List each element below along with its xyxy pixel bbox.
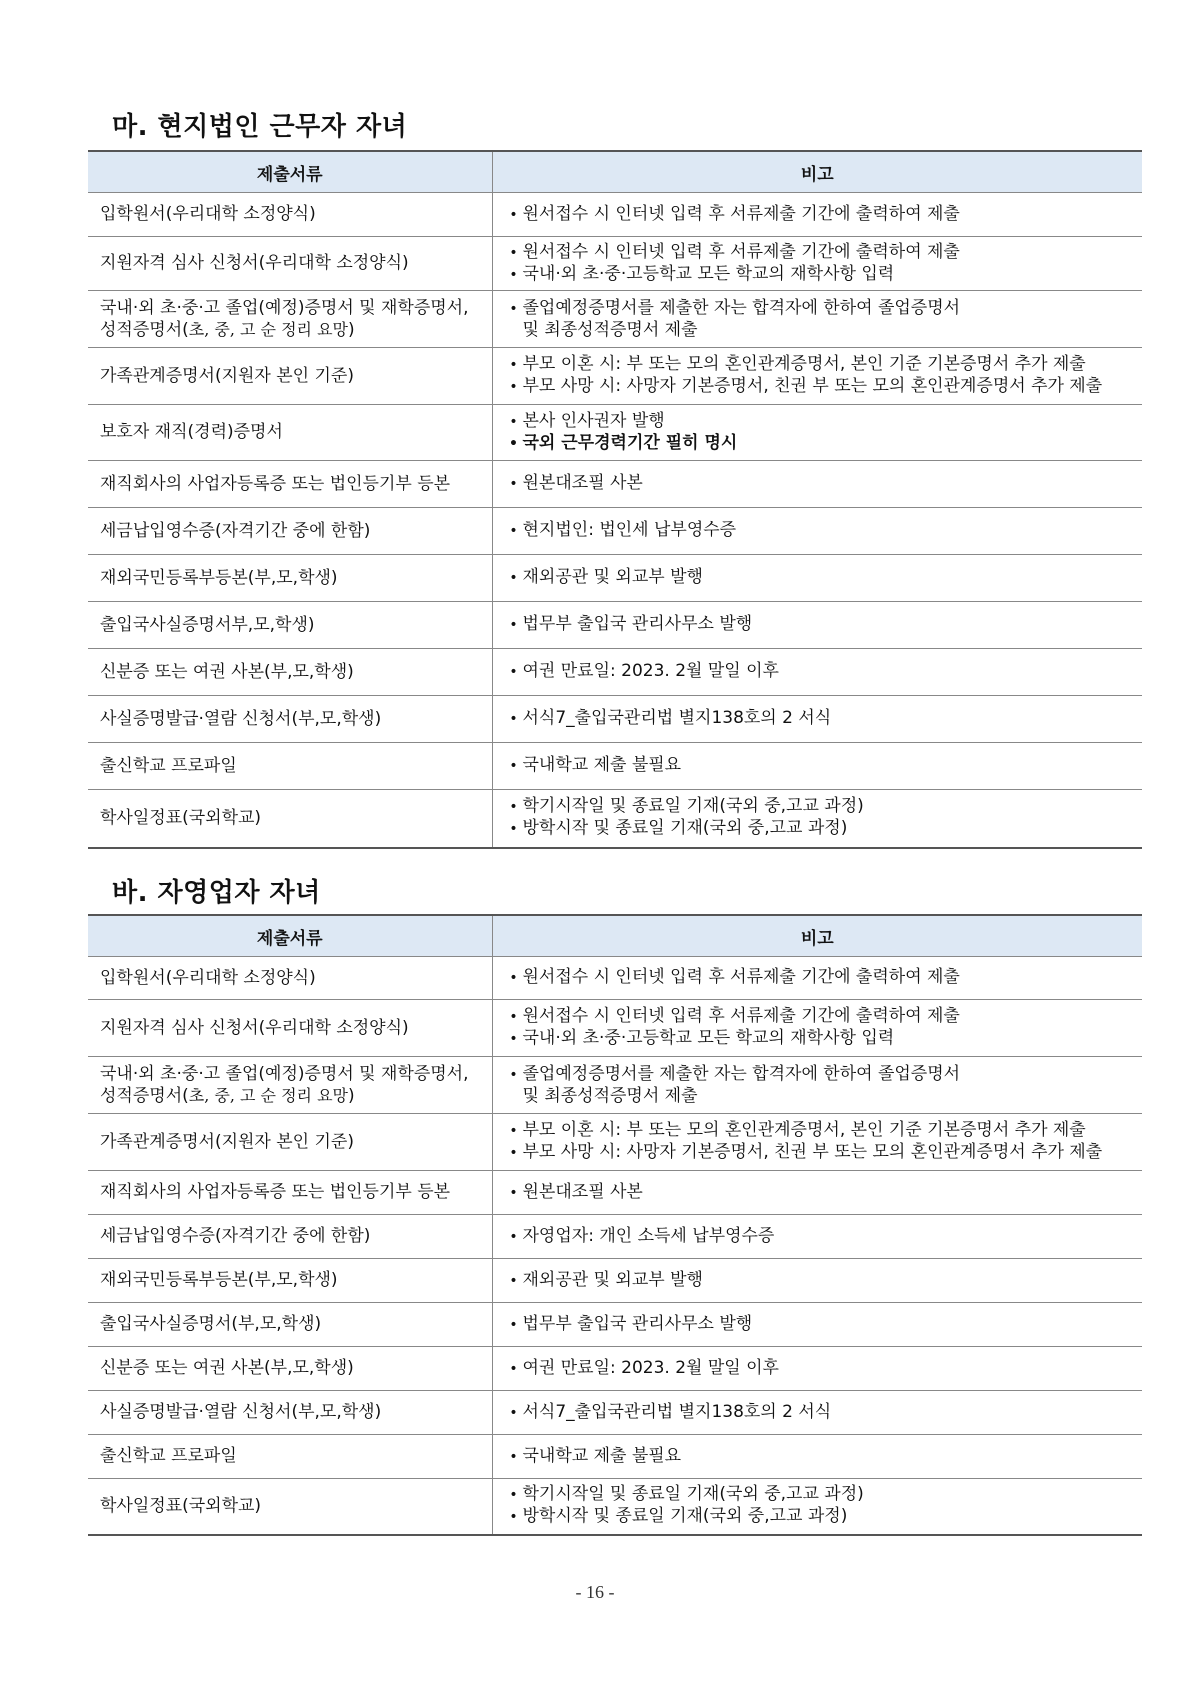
bullet-icon: •: [509, 379, 518, 395]
header-remarks: 비고: [492, 151, 1142, 193]
remark-item: • 원본대조필 사본: [505, 473, 1143, 495]
header-documents: 제출서류: [88, 151, 492, 193]
remark-cell: [492, 1347, 1142, 1391]
table-row: [88, 461, 1142, 508]
table-row: [88, 1303, 1142, 1347]
bullet-icon: •: [509, 206, 518, 223]
documents-table: [88, 150, 1142, 849]
remark-item: • 방학시작 및 종료일 기재(국외 중,고교 과정): [505, 1506, 1143, 1528]
document-cell: 신분증 또는 여권 사본(부,모,학생): [88, 649, 492, 696]
bullet-icon: •: [509, 1360, 518, 1377]
document-cell: 재외국민등록부등본(부,모,학생): [88, 1259, 492, 1303]
document-cell: 사실증명발급·열람 신청서(부,모,학생): [88, 696, 492, 743]
document-cell: 출신학교 프로파일: [88, 1435, 492, 1479]
table-row: [88, 1479, 1142, 1535]
bullet-icon: •: [509, 758, 518, 774]
remark-item: • 부모 이혼 시: 부 또는 모의 혼인관계증명서, 본인 기준 기본증명서 추가 제출: [505, 1120, 1143, 1142]
remark-item: • 여권 만료일: 2023. 2월 말일 이후: [505, 661, 1143, 683]
remark-cell: [492, 743, 1142, 790]
header-documents: 제출서류: [88, 915, 492, 957]
document-cell: 국내·외 초·중·고 졸업(예정)증명서 및 재학증명서, 성적증명서(초, 중, 고 순 정리 요망): [88, 291, 492, 348]
bullet-icon: •: [509, 1272, 518, 1289]
table-row: [88, 1057, 1142, 1114]
document-cell: 신분증 또는 여권 사본(부,모,학생): [88, 1347, 492, 1391]
remark-item: • 방학시작 및 종료일 기재(국외 중,고교 과정): [505, 818, 1143, 840]
remark-item: • 재외공관 및 외교부 발행: [505, 1270, 1143, 1292]
bullet-icon: •: [509, 664, 518, 680]
remark-item: • 부모 사망 시: 사망자 기본증명서, 친권 부 또는 모의 혼인관계증명서 추가 제출: [505, 1142, 1143, 1164]
remark-cell: [492, 1435, 1142, 1479]
bullet-icon: •: [509, 244, 518, 261]
table-row: [88, 1391, 1142, 1435]
remark-cell: [492, 1259, 1142, 1303]
remark-item: • 서식7_출입국관리법 별지138호의 2 서식: [505, 708, 1143, 730]
remark-cell: [492, 1479, 1142, 1535]
document-cell: 재직회사의 사업자등록증 또는 법인등기부 등본: [88, 1171, 492, 1215]
document-cell: 출입국사실증명서(부,모,학생): [88, 1303, 492, 1347]
bullet-icon: •: [509, 357, 518, 373]
bullet-icon: •: [509, 1509, 518, 1526]
table-header: [88, 915, 1142, 957]
header-remarks: 비고: [492, 915, 1142, 957]
table-row: [88, 790, 1142, 848]
bullet-icon: •: [509, 1228, 518, 1245]
document-cell: 지원자격 심사 신청서(우리대학 소정양식): [88, 237, 492, 291]
document-cell: 보호자 재직(경력)증명서: [88, 405, 492, 461]
remark-cell: [492, 1303, 1142, 1347]
bullet-icon: •: [509, 1009, 518, 1025]
bullet-icon: •: [509, 1487, 518, 1504]
remark-item: • 현지법인: 법인세 납부영수증: [505, 520, 1143, 542]
table-row: [88, 405, 1142, 461]
remark-cell: [492, 649, 1142, 696]
table-row: [88, 348, 1142, 405]
table-row: [88, 237, 1142, 291]
table-row: [88, 1000, 1142, 1057]
bullet-icon: •: [509, 1316, 518, 1333]
table-row: [88, 957, 1142, 1000]
remark-item: • 원본대조필 사본: [505, 1182, 1143, 1204]
bullet-icon: •: [509, 413, 518, 430]
remark-item: • 부모 사망 시: 사망자 기본증명서, 친권 부 또는 모의 혼인관계증명서 추가 제출: [505, 376, 1143, 398]
remark-cell: [492, 696, 1142, 743]
remark-item: • 학기시작일 및 종료일 기재(국외 중,고교 과정): [505, 796, 1143, 818]
remark-item: • 원서접수 시 인터넷 입력 후 서류제출 기간에 출력하여 제출: [505, 204, 1143, 226]
remark-item: • 자영업자: 개인 소득세 납부영수증: [505, 1226, 1143, 1248]
table-row: [88, 696, 1142, 743]
remark-cell: [492, 1114, 1142, 1171]
table-header: [88, 151, 1142, 193]
bullet-icon: •: [509, 1404, 518, 1421]
remark-item: • 서식7_출입국관리법 별지138호의 2 서식: [505, 1402, 1143, 1424]
bullet-icon: •: [509, 1448, 518, 1465]
table-row: [88, 555, 1142, 602]
remark-item: • 여권 만료일: 2023. 2월 말일 이후: [505, 1358, 1143, 1380]
table-row: [88, 602, 1142, 649]
bullet-icon: •: [509, 821, 518, 838]
table-row: [88, 193, 1142, 237]
remark-cell: [492, 790, 1142, 848]
bullet-icon: •: [509, 476, 518, 492]
bullet-icon: •: [509, 1066, 518, 1083]
bullet-icon: •: [509, 1123, 518, 1139]
remark-cell: [492, 602, 1142, 649]
remark-cell: [492, 508, 1142, 555]
table-row: [88, 1171, 1142, 1215]
document-cell: 학사일정표(국외학교): [88, 790, 492, 848]
bullet-icon: •: [509, 523, 518, 539]
remark-cell: • 졸업예정증명서를 제출한 자는 합격자에 한하여 졸업증명서 및 최종성적증명서 제출: [492, 1057, 1142, 1114]
section-title: 바. 자영업자 자녀: [112, 878, 321, 908]
remark-cell: [492, 1215, 1142, 1259]
table-row: [88, 649, 1142, 696]
bullet-icon: •: [509, 300, 518, 317]
remark-cell: [492, 555, 1142, 602]
bullet-icon: •: [509, 970, 518, 986]
document-cell: 지원자격 심사 신청서(우리대학 소정양식): [88, 1000, 492, 1057]
documents-table: [88, 914, 1142, 1536]
remark-cell: [492, 237, 1142, 291]
remark-item: • 법무부 출입국 관리사무소 발행: [505, 1314, 1143, 1336]
page-number: - 16 -: [575, 1582, 615, 1602]
bullet-icon: •: [509, 570, 518, 586]
remark-item: • 학기시작일 및 종료일 기재(국외 중,고교 과정): [505, 1484, 1143, 1506]
document-cell: 출신학교 프로파일: [88, 743, 492, 790]
table-row: [88, 1347, 1142, 1391]
table-row: [88, 1259, 1142, 1303]
remark-cell: [492, 1000, 1142, 1057]
remark-item: • 졸업예정증명서를 제출한 자는 합격자에 한하여 졸업증명서: [505, 298, 1143, 320]
remark-item: • 원서접수 시 인터넷 입력 후 서류제출 기간에 출력하여 제출: [505, 1006, 1143, 1028]
remark-item: • 국내학교 제출 불필요: [505, 1446, 1143, 1468]
document-cell: 사실증명발급·열람 신청서(부,모,학생): [88, 1391, 492, 1435]
table-row: [88, 1215, 1142, 1259]
remark-item: • 원서접수 시 인터넷 입력 후 서류제출 기간에 출력하여 제출: [505, 967, 1143, 989]
remark-item: • 국내·외 초·중·고등학교 모든 학교의 재학사항 입력: [505, 264, 1143, 286]
remark-cell: [492, 405, 1142, 461]
table-row: [88, 291, 1142, 348]
remark-item: • 본사 인사권자 발행: [505, 411, 1143, 433]
table-row: [88, 1435, 1142, 1479]
document-cell: 재외국민등록부등본(부,모,학생): [88, 555, 492, 602]
bullet-icon: •: [509, 435, 518, 452]
document-cell: 국내·외 초·중·고 졸업(예정)증명서 및 재학증명서, 성적증명서(초, 중, 고 순 정리 요망): [88, 1057, 492, 1114]
remark-item: • 졸업예정증명서를 제출한 자는 합격자에 한하여 졸업증명서: [505, 1064, 1143, 1086]
document-cell: 출입국사실증명서부,모,학생): [88, 602, 492, 649]
remark-cell: [492, 1171, 1142, 1215]
bullet-icon: •: [509, 1145, 518, 1161]
document-cell: 가족관계증명서(지원자 본인 기준): [88, 1114, 492, 1171]
remark-cell: [492, 193, 1142, 237]
table-row: [88, 508, 1142, 555]
document-cell: 학사일정표(국외학교): [88, 1479, 492, 1535]
remark-item: • 국내학교 제출 불필요: [505, 755, 1143, 777]
section-local-corporation: [88, 104, 1142, 849]
document-cell: 재직회사의 사업자등록증 또는 법인등기부 등본: [88, 461, 492, 508]
document-cell: 세금납입영수증(자격기간 중에 한함): [88, 508, 492, 555]
table-row: [88, 1114, 1142, 1171]
remark-cell: • 졸업예정증명서를 제출한 자는 합격자에 한하여 졸업증명서 및 최종성적증명서 제출: [492, 291, 1142, 348]
remark-item: • 부모 이혼 시: 부 또는 모의 혼인관계증명서, 본인 기준 기본증명서 추가 제출: [505, 354, 1143, 376]
document-cell: 세금납입영수증(자격기간 중에 한함): [88, 1215, 492, 1259]
document-cell: 입학원서(우리대학 소정양식): [88, 957, 492, 1000]
document-cell: 입학원서(우리대학 소정양식): [88, 193, 492, 237]
remark-item: • 국내·외 초·중·고등학교 모든 학교의 재학사항 입력: [505, 1028, 1143, 1050]
bullet-icon: •: [509, 1031, 518, 1047]
section-title: 마. 현지법인 근무자 자녀: [112, 112, 408, 142]
remark-cell: [492, 461, 1142, 508]
remark-item: • 재외공관 및 외교부 발행: [505, 567, 1143, 589]
bullet-icon: •: [509, 799, 518, 816]
remark-item-emphasis: • 국외 근무경력기간 필히 명시: [505, 433, 1143, 455]
bullet-icon: •: [509, 617, 518, 633]
document-cell: 가족관계증명서(지원자 본인 기준): [88, 348, 492, 405]
table-row: [88, 743, 1142, 790]
bullet-icon: •: [509, 711, 518, 727]
remark-cell: [492, 348, 1142, 405]
remark-cell: [492, 957, 1142, 1000]
remark-item: • 법무부 출입국 관리사무소 발행: [505, 614, 1143, 636]
remark-cell: [492, 1391, 1142, 1435]
section-self-employed: [88, 872, 1142, 1536]
remark-item: • 원서접수 시 인터넷 입력 후 서류제출 기간에 출력하여 제출: [505, 242, 1143, 264]
bullet-icon: •: [509, 266, 518, 283]
bullet-icon: •: [509, 1184, 518, 1201]
